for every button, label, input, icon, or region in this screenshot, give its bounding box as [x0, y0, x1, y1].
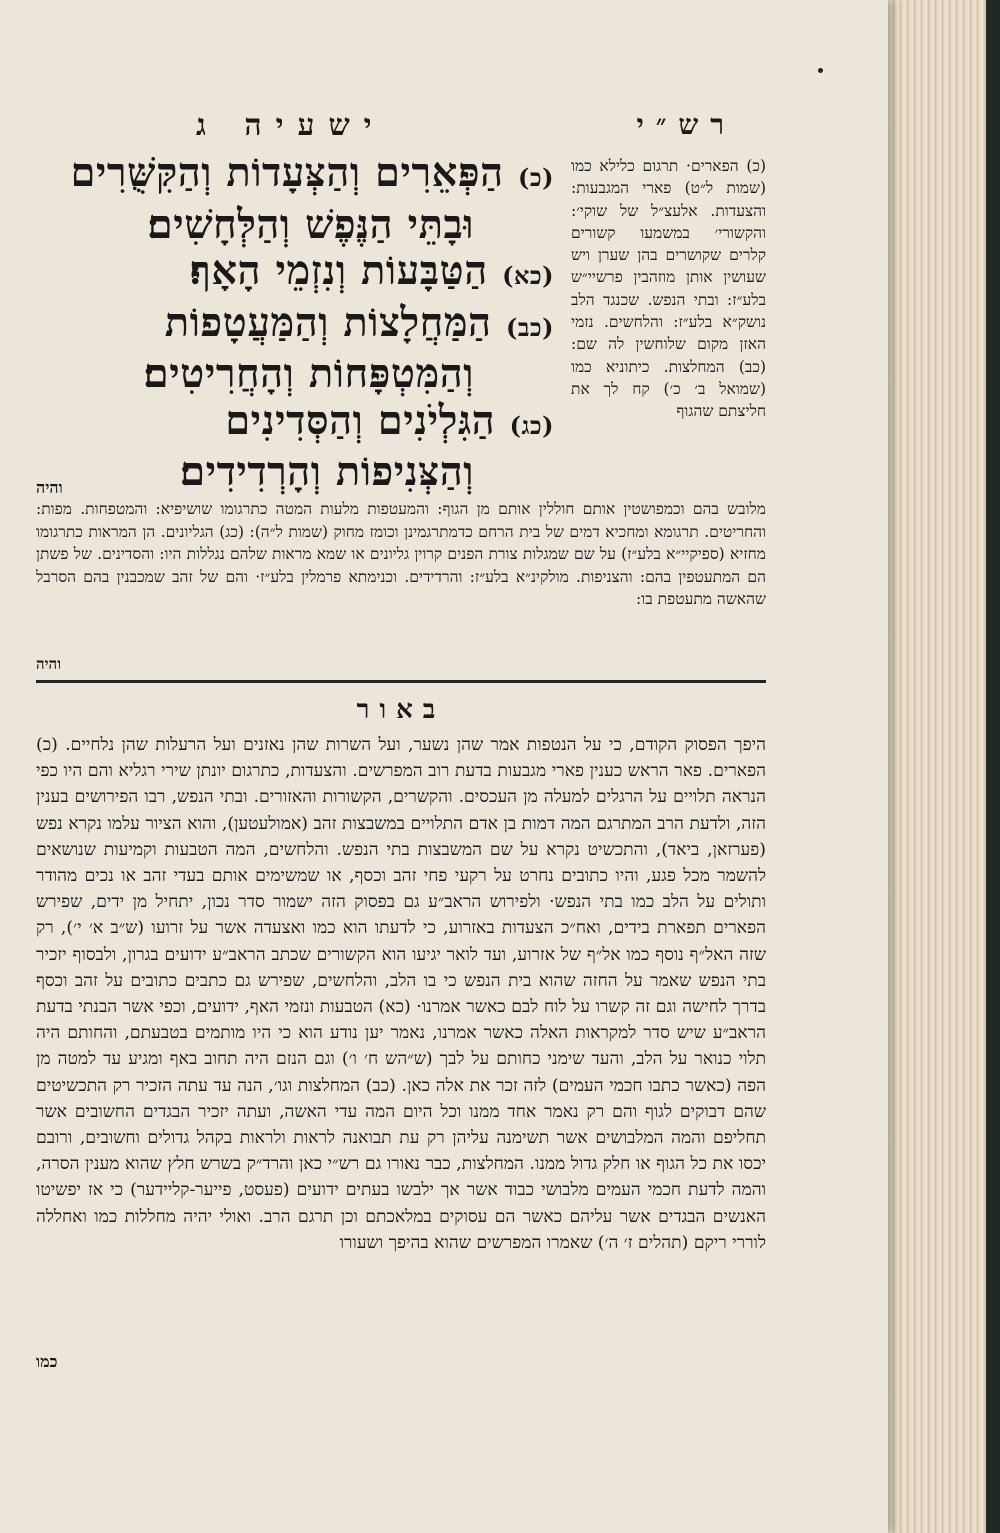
- verse-text: הַמַּחֲלָצוֹת וְהַמַּעֲטָפוֹת: [164, 298, 492, 346]
- page-stack-edge: [882, 0, 1000, 1533]
- book-chapter-header: ישעיה ג: [196, 108, 386, 143]
- verse-line: [36, 449, 554, 496]
- verse-text: הַטַּבָּעוֹת וְנִזְמֵי הָאָף׃: [189, 247, 488, 294]
- verse-text: וְהַמִּטְפָּחוֹת וְהָחֲרִיטִים׃: [143, 350, 474, 397]
- biur-commentary: [36, 732, 766, 1256]
- verse-number: (כ): [518, 163, 554, 192]
- verse-number: (כב): [505, 312, 554, 342]
- verse-text: וּבָתֵּי הַנֶּפֶשׁ וְהַלְּחָשִׁים׃: [147, 200, 474, 248]
- verse-text: הַגִּלְיֹנִים וְהַסְּדִינִים: [225, 396, 496, 444]
- rashi-commentary-column: (כ) הפארים· תרגום כלילא כמו (שמות ל״ט) פארי המגבעות: והצעדות. אלעצ״ל של שוקי׳: והקשורי׳ במשמעו קשורים קלרים שקושרים בהן שערן ויש שעושין אותן מוזהבין פרשיי״ש בלע״ז: ובתי הנפש. שכנגד הלב נושק״א בלע״ז: והלחשים. נזמי האזן מקום שלוחשין לה שם: (כב) המחלצות. כיתוניא כמו (שמואל ב׳ כ׳) קח לך את חליצתם שהגוף: [571, 157, 766, 421]
- book-cover-edge: [986, 0, 1000, 1533]
- verse-text: וְהַצְּנִיפוֹת וְהָרְדִידִים׃: [179, 448, 474, 495]
- catchword: והיה: [36, 655, 62, 673]
- biur-title: באור: [356, 695, 446, 725]
- verse-line: [36, 351, 554, 398]
- verse-line: [36, 248, 554, 300]
- rashi-commentary-continuation: מלובש בהם וכמפושטין אותם חוללין אותם מן הגוף: והמעטפות מלעות המטה כתרגומו שושיפיא: והמטפחות. מפות: והחריטים. תרגומא ומחכיא דמים של בית הרחם כדמתרגמינן וכומז מחוק (שמות ל״ה): (כג) הגליונים. הן המראות כתרגומו מחזיא (ספיקיי״א בלע״ז) על שם שמגלות צורת הפנים קרוין גליונים או שמא מראות שלהם נגללות היו: והסדינים. של פשתן הם המתעטפין בהם: והצניפות. מולקינ״א בלע״ז: והרדידים. וכנימתא פרמלין בלע״ז· והם של זהב שמכבנין בהם הסרבל שהאשה מתעטפת בו:: [36, 500, 766, 608]
- rashi-header: רש״י: [636, 108, 736, 141]
- verse-text: הַפְּאֵרִים וְהַצְּעָדוֹת וְהַקִּשֻּׁרִים: [70, 149, 504, 196]
- page-content: [36, 0, 766, 1533]
- verse-line: [36, 300, 554, 352]
- verse-number: (כג): [509, 410, 554, 440]
- catchword: כמו: [36, 1352, 58, 1371]
- verse-line: [36, 150, 554, 202]
- verse-line: [36, 202, 554, 249]
- ink-dot: [818, 68, 823, 73]
- catchword: והיה: [36, 478, 63, 497]
- biur-paragraph: היפך הפסוק הקודם, כי על הנטפות אמר שהן נשער, ועל השרות שהן נאזנים ועל הרעלות שהן נלחיים. (כ) הפארים. פאר הראש כענין פארי מגבעות בדעת רוב המפרשים. והצעדות, כתרגום יונתן שירי רגליא והם היו כפי הנראה תלויים על הרגלים למעלה מן העכסים. והקשרים, הקשורות והאזורים. ובתי הנפש, רבו הפירושים בענין הזה, ולדעת הרב המתרגם המה דמות בן אדם התלויים במשבצות זהב (אמולעטען), והוא הציור עלמו נקרא נפש (פערזאן, ביאד), והתכשיט נקרא על שם המשבצות בתי הנפש. והלחשים, המה הטבעות וקמיעות שנושאים להשמר מכל פגע, והיו כתובים נחרט על רקעי פחי זהב וכסף, או שמשימים אותם בעדי זהב או נכים מהודר ותולים על הלב כמו בתי הנפש· ולפירוש הראב״ע גם בפסוק הזה ישמור סדר נכון, יתחיל מן ידים, שפירש הפארים תפארת בידים, ואח״כ הצעדות באזרוע, כי לדעתו הוא כמו ואצעדה אשר על זרועו (ש״ב א׳ י׳), רק שזה האל״ף נוסף כמו אל״ף של אזרוע, ועד לואר יגיעו הוא הקשורים שכתב הראב״ע ידועים בגרון, ולבסוף יזכיר בתי הנפש שאמר על החזה שהוא בית הנפש כי בו הלב, והלחשים, שפירש גם כתבים כתובים על זהב וכסף בדרך לחישה וגם זה קשרו על לוח לבם כאשר אמרנו· (כא) הטבעות ונזמי האף, ידועים, וכפי אשר הבנתי בדעת הראב״ע שיש סדר למקראות האלה כאשר אמרנו, נאמר יען נודע הוא כי היו מותמים בטבעתם, והחותם היה תלוי כנואר על הלב, והעד שימני כחותם על לבך (ש״הש ח׳ ו׳) וגם הנזם היה תחוב באף ומגיע עד למטה מן הפה (כאשר כתבו חכמי העמים) לזה זכר את אלה כאן. (כב) המחלצות וגו׳, הנה עד עתה הזכיר רק התכשיטים שהם דבוקים לגוף והם רק נאמר אחד ממנו וכל היום המה עדי האשה, ועתה יזכיר הבגדים החשובים אשר תחליפם והמה המלבושים אשר תשימנה עליהן רק עת תבואנה לראות ולראות בקהל גדולים וחשובים, ורובם יכסו את כל הגוף או חלק גדול ממנו. המחלצות, כבר נאורו גם רש״י כאן והרד״ק בשרש חלץ שהוא מענין הסרה, והמה לדעת חכמי העמים מלבושי כבוד אשר אך ילבשו בעתים ידועים (פעסט, פייער-קליידער) כי אז יפשיטו האנשים הבגדים אשר עליהם כאשר הם עסוקים במלאכתם וכן תרגם הרב. ואולי יהיה מחללות כמו ואחללה לוררי ריקם (תהלים ז׳ ה׳) שאמרו המפרשים שהוא בהיפך ושעורו: [36, 735, 766, 1253]
- section-divider: [36, 680, 766, 683]
- verse-line: [36, 398, 554, 450]
- verse-number: (כא): [502, 261, 554, 290]
- verse-block: [36, 150, 554, 496]
